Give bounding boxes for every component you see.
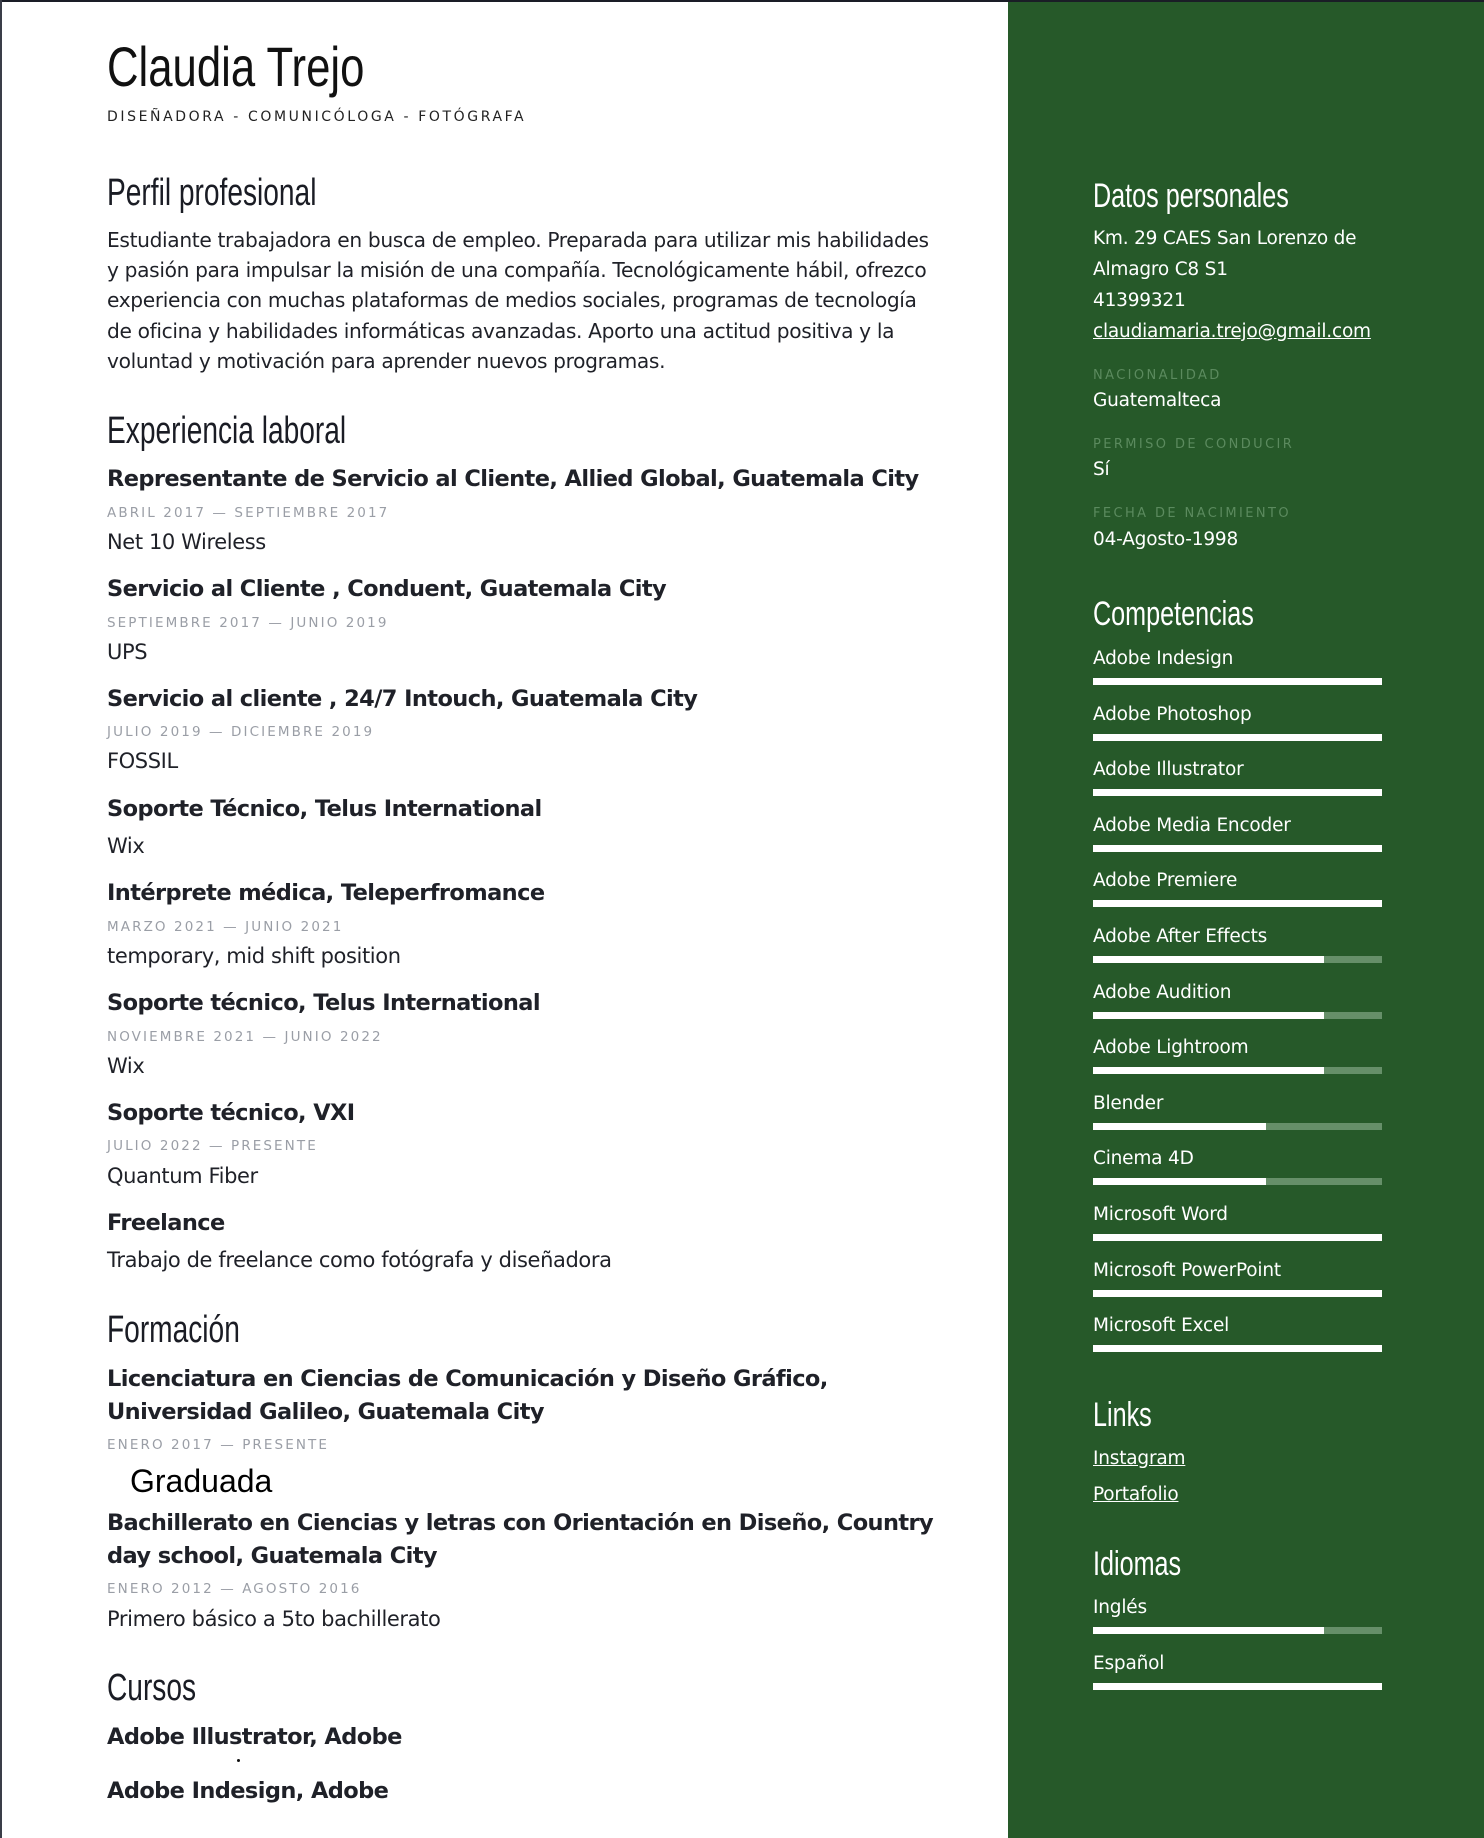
skill-label: Microsoft Word: [1093, 1204, 1228, 1225]
skill-level-bar: [1093, 678, 1382, 685]
person-name: Claudia Trejo: [107, 35, 365, 98]
job-description: Wix: [107, 1054, 145, 1078]
skill-level-fill: [1093, 678, 1382, 685]
job-dates: MARZO 2021 — JUNIO 2021: [107, 919, 344, 935]
skill-level-fill: [1093, 1627, 1324, 1634]
job-title: Soporte técnico, Telus International: [107, 990, 540, 1016]
education-note: Graduada: [130, 1463, 273, 1499]
skill-label: Microsoft PowerPoint: [1093, 1259, 1281, 1281]
birth-value: 04-Agosto-1998: [1093, 529, 1239, 550]
education-description: Primero básico a 5to bachillerato: [107, 1607, 441, 1631]
skill-label: Microsoft Excel: [1093, 1315, 1230, 1337]
skill-label: Adobe Lightroom: [1093, 1037, 1249, 1059]
skill-label: Adobe Premiere: [1093, 870, 1238, 892]
job-title: Intérprete médica, Teleperfromance: [107, 880, 545, 906]
skill-level-fill: [1093, 734, 1382, 741]
address-line-1: Km. 29 CAES San Lorenzo de: [1093, 228, 1357, 249]
license-label: PERMISO DE CONDUCIR: [1093, 437, 1295, 452]
job-title: Representante de Servicio al Cliente, Allied Global, Guatemala City: [107, 466, 919, 492]
nationality-value: Guatemalteca: [1093, 390, 1222, 411]
education-title: Bachillerato en Ciencias y letras con Orientación en Diseño, Country day school, Guatemala City: [107, 1510, 934, 1569]
skill-level-fill: [1093, 900, 1382, 907]
skill-level-bar: [1093, 1627, 1382, 1634]
window-left-border: [0, 0, 2, 1838]
skill-level-bar: [1093, 1178, 1382, 1185]
job-title: Freelance: [107, 1210, 225, 1236]
skill-level-bar: [1093, 1345, 1382, 1352]
job-description: Quantum Fiber: [107, 1164, 258, 1188]
job-title: Servicio al cliente , 24/7 Intouch, Guatemala City: [107, 686, 698, 712]
courses-heading: Cursos: [107, 1667, 197, 1709]
skill-level-bar: [1093, 789, 1382, 796]
profile-heading: Perfil profesional: [107, 172, 317, 214]
skill-level-bar: [1093, 734, 1382, 741]
personal-heading: Datos personales: [1093, 177, 1289, 215]
education-title: Licenciatura en Ciencias de Comunicación y Diseño Gráfico, Universidad Galileo, Guatemala City: [107, 1366, 828, 1425]
skill-label: Adobe Photoshop: [1093, 703, 1252, 725]
skill-level-fill: [1093, 845, 1382, 852]
skill-level-fill: [1093, 789, 1382, 796]
job-title: Servicio al Cliente , Conduent, Guatemala City: [107, 576, 667, 602]
stray-dot: [237, 1759, 240, 1762]
job-dates: JULIO 2019 — DICIEMBRE 2019: [107, 724, 375, 740]
skill-level-fill: [1093, 1178, 1266, 1185]
instagram-link[interactable]: Instagram: [1093, 1448, 1186, 1469]
sidebar: [1008, 2, 1484, 1838]
languages-heading: Idiomas: [1093, 1545, 1182, 1583]
course-item: Adobe Illustrator, Adobe: [107, 1724, 402, 1750]
skill-label: Español: [1093, 1652, 1165, 1674]
job-title: Soporte técnico, VXI: [107, 1100, 355, 1126]
job-dates: JULIO 2022 — PRESENTE: [107, 1138, 318, 1154]
birth-label: FECHA DE NACIMIENTO: [1093, 506, 1291, 521]
skill-label: Adobe Audition: [1093, 981, 1232, 1003]
experience-heading: Experiencia laboral: [107, 410, 347, 452]
job-title: Soporte Técnico, Telus International: [107, 796, 542, 822]
job-description: Trabajo de freelance como fotógrafa y diseñadora: [107, 1248, 612, 1272]
skill-level-fill: [1093, 1067, 1324, 1074]
skills-heading: Competencias: [1093, 595, 1254, 633]
job-description: Wix: [107, 834, 145, 858]
skill-label: Adobe Indesign: [1093, 648, 1234, 669]
job-dates: ABRIL 2017 — SEPTIEMBRE 2017: [107, 505, 390, 521]
skill-level-bar: [1093, 1123, 1382, 1130]
skill-level-bar: [1093, 1067, 1382, 1074]
skill-level-fill: [1093, 1123, 1266, 1130]
portfolio-link[interactable]: Portafolio: [1093, 1484, 1179, 1505]
skill-label: Adobe Media Encoder: [1093, 814, 1291, 836]
skill-level-fill: [1093, 1012, 1324, 1019]
skill-level-bar: [1093, 1234, 1382, 1241]
job-dates: NOVIEMBRE 2021 — JUNIO 2022: [107, 1029, 383, 1045]
education-heading: Formación: [107, 1309, 240, 1351]
skill-level-bar: [1093, 845, 1382, 852]
skill-level-fill: [1093, 1345, 1382, 1352]
skill-label: Blender: [1093, 1092, 1164, 1114]
skill-label: Inglés: [1093, 1597, 1147, 1618]
skill-level-bar: [1093, 956, 1382, 963]
skill-label: Adobe After Effects: [1093, 926, 1268, 947]
education-dates: ENERO 2012 — AGOSTO 2016: [107, 1581, 362, 1597]
nationality-label: NACIONALIDAD: [1093, 368, 1222, 383]
skill-level-fill: [1093, 956, 1324, 963]
skill-level-bar: [1093, 1290, 1382, 1297]
skill-level-fill: [1093, 1290, 1382, 1297]
skill-level-fill: [1093, 1234, 1382, 1241]
job-description: FOSSIL: [107, 749, 178, 773]
skill-level-bar: [1093, 1012, 1382, 1019]
phone: 41399321: [1093, 290, 1186, 311]
links-heading: Links: [1093, 1396, 1152, 1434]
education-dates: ENERO 2017 — PRESENTE: [107, 1437, 330, 1453]
job-description: temporary, mid shift position: [107, 944, 401, 968]
skill-level-bar: [1093, 900, 1382, 907]
email-link[interactable]: claudiamaria.trejo@gmail.com: [1093, 321, 1371, 342]
job-dates: SEPTIEMBRE 2017 — JUNIO 2019: [107, 615, 389, 631]
address-line-2: Almagro C8 S1: [1093, 259, 1228, 280]
skill-label: Cinema 4D: [1093, 1148, 1194, 1170]
skill-level-bar: [1093, 1683, 1382, 1690]
tagline: DISEÑADORA - COMUNICÓLOGA - FOTÓGRAFA: [107, 109, 527, 125]
skill-label: Adobe Illustrator: [1093, 759, 1244, 781]
job-description: UPS: [107, 640, 148, 664]
job-description: Net 10 Wireless: [107, 530, 266, 554]
skill-level-fill: [1093, 1683, 1382, 1690]
profile-text: Estudiante trabajadora en busca de empleo. Preparada para utilizar mis habilidades y pasión para impulsar la misión de una compañía. Tecnológicamente hábil, ofrezco experiencia con muchas plataformas de medios sociales, programas de tecnología de oficina y habilidades informáticas avanzadas. Aporto una actitud positiva y la voluntad y motivación para aprender nuevos programas.: [107, 228, 929, 373]
course-item: Adobe Indesign, Adobe: [107, 1778, 389, 1804]
license-value: Sí: [1093, 459, 1110, 480]
